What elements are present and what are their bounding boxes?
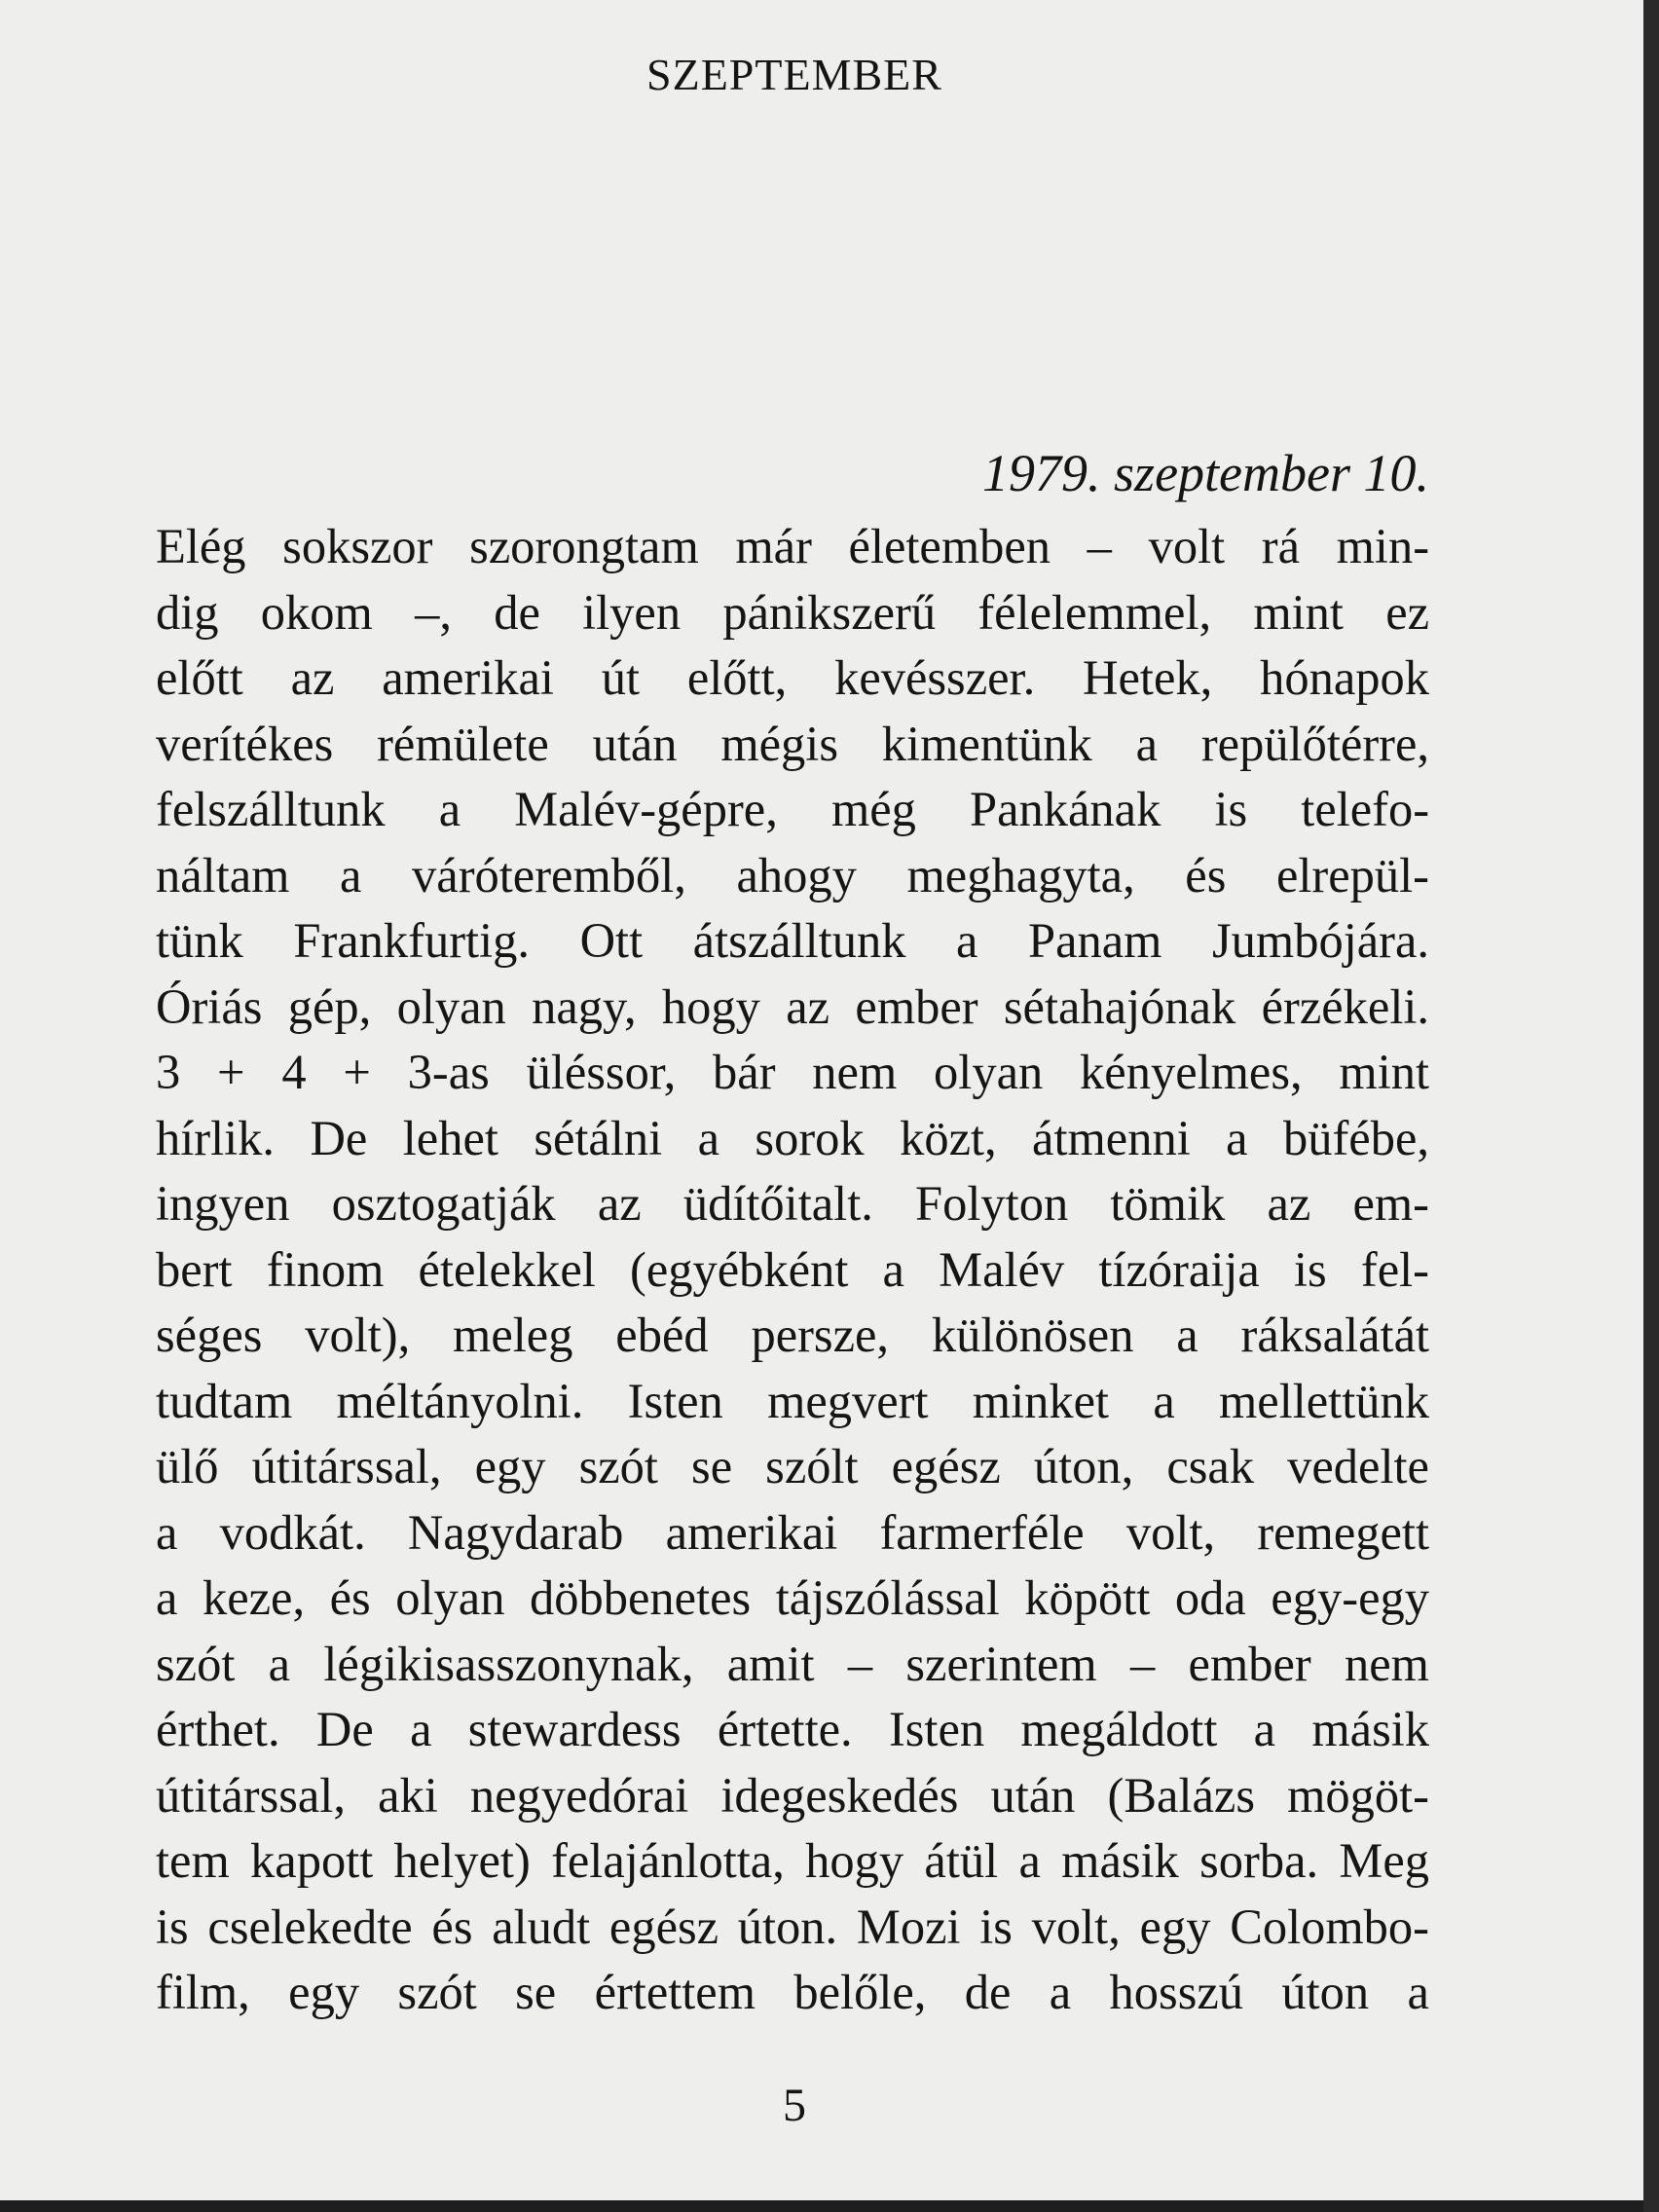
body-line: bert finom ételekkel (egyébként a Malév tízóraija is fel- [156,1241,1429,1297]
body-line: hírlik. De lehet sétálni a sorok közt, átmenni a büfébe, [156,1110,1430,1165]
body-line: náltam a váróteremből, ahogy meghagyta, és elrepül- [156,847,1429,903]
body-line: útitárssal, aki negyedórai idegeskedés után (Balázs mögöt- [156,1767,1429,1823]
body-line: tem kapott helyet) felajánlotta, hogy átül a másik sorba. Meg [156,1833,1429,1888]
body-line: tudtam méltányolni. Isten megvert minket a mellettünk [156,1373,1429,1428]
running-head: SZEPTEMBER [646,50,942,99]
body-line: felszálltunk a Malév-gépre, még Pankának is telefo- [156,782,1430,836]
body-line: a vodkát. Nagydarab amerikai farmerféle volt, remegett [156,1504,1429,1560]
body-line: előtt az amerikai út előtt, kevésszer. Hetek, hónapok [156,650,1429,705]
body-line: szót a légikisasszonynak, amit – szerintem – ember nem [156,1636,1429,1691]
body-line: ülő útitárssal, egy szót se szólt egész úton, csak vedelte [156,1439,1429,1493]
body-line: érthet. De a stewardess értette. Isten megáldott a másik [156,1702,1430,1756]
body-text [156,514,1429,2026]
body-line: ingyen osztogatják az üdítőitalt. Folyton tömik az em- [156,1176,1429,1231]
body-line: 3 + 4 + 3-as üléssor, bár nem olyan kényelmes, mint [156,1045,1430,1099]
body-line: dig okom –, de ilyen pánikszerű félelemmel, mint ez [156,584,1430,640]
body-line: séges volt), meleg ebéd persze, különösen a ráksalátát [156,1308,1430,1362]
page-number: 5 [783,2080,806,2131]
body-line: verítékes rémülete után mégis kimentünk a repülőtérre, [156,716,1429,771]
body-line: Elég sokszor szorongtam már életemben – volt rá min- [156,519,1430,573]
body-line: Óriás gép, olyan nagy, hogy az ember sétahajónak érzékeli. [156,978,1430,1034]
body-line: a keze, és olyan döbbenetes tájszólással köpött oda egy-egy [156,1570,1430,1625]
body-line: film, egy szót se értettem belőle, de a hosszú úton a [156,1965,1429,2019]
entry-date: 1979. szeptember 10. [982,444,1429,502]
body-line: is cselekedte és aludt egész úton. Mozi is volt, egy Colombo- [156,1899,1430,1954]
body-line: tünk Frankfurtig. Ott átszálltunk a Panam Jumbójára. [156,913,1430,968]
page-edge [1643,0,1659,2212]
